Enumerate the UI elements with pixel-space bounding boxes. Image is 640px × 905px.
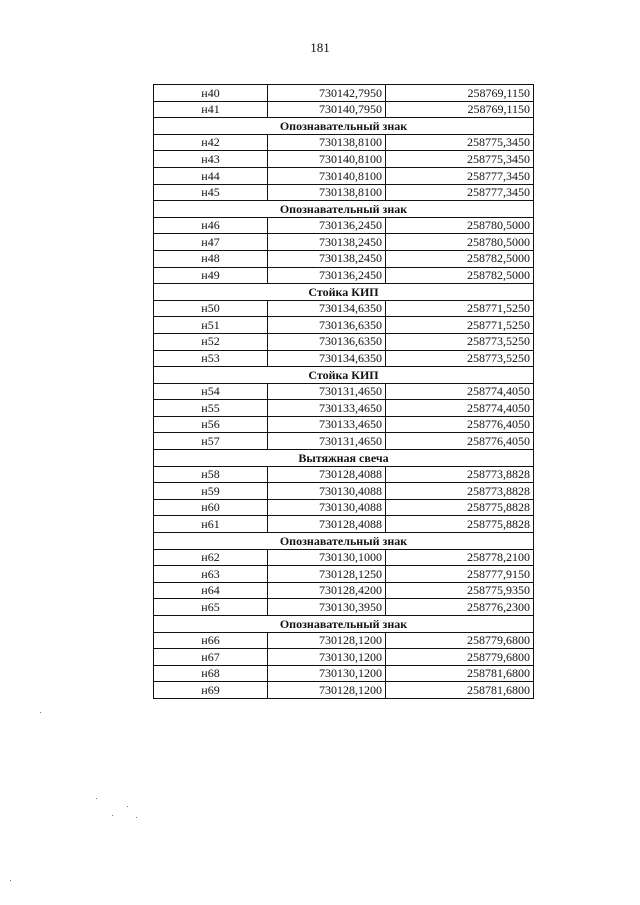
table-row (154, 267, 534, 284)
point-name-cell: н40 (154, 85, 268, 102)
x-coordinate-cell: 730130,1000 (268, 549, 386, 566)
y-coordinate-cell: 258777,3450 (386, 167, 534, 184)
section-title: Стойка КИП (154, 367, 534, 384)
y-coordinate-cell: 258782,5000 (386, 267, 534, 284)
y-coordinate-cell: 258773,5250 (386, 333, 534, 350)
point-name-cell: н59 (154, 483, 268, 500)
y-coordinate-cell: 258780,5000 (386, 217, 534, 234)
x-coordinate-cell: 730130,1200 (268, 665, 386, 682)
table-row (154, 516, 534, 533)
table-row (154, 549, 534, 566)
y-coordinate-cell: 258775,3450 (386, 134, 534, 151)
x-coordinate-cell: 730128,4200 (268, 582, 386, 599)
y-coordinate-cell: 258774,4050 (386, 400, 534, 417)
y-coordinate-cell: 258777,9150 (386, 566, 534, 583)
x-coordinate-cell: 730140,8100 (268, 151, 386, 168)
section-title: Стойка КИП (154, 284, 534, 301)
section-header-row (154, 118, 534, 135)
section-header-row (154, 533, 534, 550)
table-row (154, 134, 534, 151)
scan-speck (40, 712, 41, 713)
table-row (154, 300, 534, 317)
table-row (154, 184, 534, 201)
section-header-row (154, 201, 534, 218)
x-coordinate-cell: 730130,1200 (268, 649, 386, 666)
section-header-row (154, 450, 534, 467)
section-header-row (154, 367, 534, 384)
x-coordinate-cell: 730131,4650 (268, 383, 386, 400)
point-name-cell: н48 (154, 250, 268, 267)
y-coordinate-cell: 258780,5000 (386, 234, 534, 251)
section-title: Опознавательный знак (154, 118, 534, 135)
x-coordinate-cell: 730134,6350 (268, 300, 386, 317)
x-coordinate-cell: 730130,4088 (268, 499, 386, 516)
x-coordinate-cell: 730138,8100 (268, 184, 386, 201)
point-name-cell: н65 (154, 599, 268, 616)
point-name-cell: н50 (154, 300, 268, 317)
table-row (154, 383, 534, 400)
x-coordinate-cell: 730138,8100 (268, 134, 386, 151)
table-row (154, 665, 534, 682)
y-coordinate-cell: 258769,1150 (386, 101, 534, 118)
table-row (154, 400, 534, 417)
x-coordinate-cell: 730131,4650 (268, 433, 386, 450)
table-row (154, 333, 534, 350)
point-name-cell: н63 (154, 566, 268, 583)
table-row (154, 85, 534, 102)
point-name-cell: н57 (154, 433, 268, 450)
x-coordinate-cell: 730138,2450 (268, 250, 386, 267)
x-coordinate-cell: 730130,3950 (268, 599, 386, 616)
y-coordinate-cell: 258773,5250 (386, 350, 534, 367)
y-coordinate-cell: 258773,8828 (386, 483, 534, 500)
x-coordinate-cell: 730136,6350 (268, 317, 386, 334)
point-name-cell: н47 (154, 234, 268, 251)
point-name-cell: н67 (154, 649, 268, 666)
x-coordinate-cell: 730134,6350 (268, 350, 386, 367)
y-coordinate-cell: 258776,4050 (386, 416, 534, 433)
table-row (154, 682, 534, 699)
section-header-row (154, 284, 534, 301)
scan-speck (10, 880, 11, 881)
point-name-cell: н42 (154, 134, 268, 151)
y-coordinate-cell: 258775,8828 (386, 516, 534, 533)
table-row (154, 250, 534, 267)
y-coordinate-cell: 258771,5250 (386, 317, 534, 334)
table-row (154, 632, 534, 649)
table-row (154, 499, 534, 516)
point-name-cell: н56 (154, 416, 268, 433)
point-name-cell: н45 (154, 184, 268, 201)
point-name-cell: н55 (154, 400, 268, 417)
table-row (154, 599, 534, 616)
y-coordinate-cell: 258775,8828 (386, 499, 534, 516)
y-coordinate-cell: 258775,9350 (386, 582, 534, 599)
x-coordinate-cell: 730133,4650 (268, 416, 386, 433)
table-row (154, 234, 534, 251)
point-name-cell: н54 (154, 383, 268, 400)
y-coordinate-cell: 258781,6800 (386, 682, 534, 699)
y-coordinate-cell: 258776,2300 (386, 599, 534, 616)
y-coordinate-cell: 258774,4050 (386, 383, 534, 400)
point-name-cell: н60 (154, 499, 268, 516)
point-name-cell: н46 (154, 217, 268, 234)
x-coordinate-cell: 730136,2450 (268, 217, 386, 234)
point-name-cell: н58 (154, 466, 268, 483)
table-row (154, 649, 534, 666)
section-title: Опознавательный знак (154, 616, 534, 633)
section-title: Опознавательный знак (154, 201, 534, 218)
x-coordinate-cell: 730128,4088 (268, 516, 386, 533)
section-title: Вытяжная свеча (154, 450, 534, 467)
x-coordinate-cell: 730128,4088 (268, 466, 386, 483)
table-row (154, 167, 534, 184)
x-coordinate-cell: 730142,7950 (268, 85, 386, 102)
x-coordinate-cell: 730138,2450 (268, 234, 386, 251)
table-row (154, 416, 534, 433)
scan-speck (112, 815, 113, 816)
table-row (154, 466, 534, 483)
point-name-cell: н62 (154, 549, 268, 566)
y-coordinate-cell: 258779,6800 (386, 649, 534, 666)
table-row (154, 350, 534, 367)
y-coordinate-cell: 258779,6800 (386, 632, 534, 649)
page-number: 181 (310, 40, 330, 55)
point-name-cell: н68 (154, 665, 268, 682)
y-coordinate-cell: 258771,5250 (386, 300, 534, 317)
table-row (154, 101, 534, 118)
x-coordinate-cell: 730133,4650 (268, 400, 386, 417)
point-name-cell: н49 (154, 267, 268, 284)
y-coordinate-cell: 258769,1150 (386, 85, 534, 102)
section-header-row (154, 616, 534, 633)
y-coordinate-cell: 258778,2100 (386, 549, 534, 566)
point-name-cell: н64 (154, 582, 268, 599)
point-name-cell: н66 (154, 632, 268, 649)
x-coordinate-cell: 730140,7950 (268, 101, 386, 118)
table-row (154, 566, 534, 583)
x-coordinate-cell: 730128,1250 (268, 566, 386, 583)
scan-speck (136, 817, 137, 818)
x-coordinate-cell: 730136,2450 (268, 267, 386, 284)
coordinates-table (153, 84, 534, 699)
x-coordinate-cell: 730140,8100 (268, 167, 386, 184)
point-name-cell: н53 (154, 350, 268, 367)
point-name-cell: н51 (154, 317, 268, 334)
point-name-cell: н69 (154, 682, 268, 699)
y-coordinate-cell: 258773,8828 (386, 466, 534, 483)
coordinates-table-body (154, 85, 534, 699)
point-name-cell: н61 (154, 516, 268, 533)
y-coordinate-cell: 258777,3450 (386, 184, 534, 201)
point-name-cell: н43 (154, 151, 268, 168)
table-row (154, 317, 534, 334)
table-row (154, 217, 534, 234)
table-row (154, 433, 534, 450)
y-coordinate-cell: 258781,6800 (386, 665, 534, 682)
y-coordinate-cell: 258782,5000 (386, 250, 534, 267)
y-coordinate-cell: 258775,3450 (386, 151, 534, 168)
table-row (154, 582, 534, 599)
point-name-cell: н52 (154, 333, 268, 350)
scan-speck (127, 806, 128, 807)
x-coordinate-cell: 730130,4088 (268, 483, 386, 500)
point-name-cell: н41 (154, 101, 268, 118)
x-coordinate-cell: 730128,1200 (268, 682, 386, 699)
x-coordinate-cell: 730136,6350 (268, 333, 386, 350)
x-coordinate-cell: 730128,1200 (268, 632, 386, 649)
section-title: Опознавательный знак (154, 533, 534, 550)
point-name-cell: н44 (154, 167, 268, 184)
table-row (154, 483, 534, 500)
scan-speck (96, 798, 97, 799)
table-row (154, 151, 534, 168)
y-coordinate-cell: 258776,4050 (386, 433, 534, 450)
